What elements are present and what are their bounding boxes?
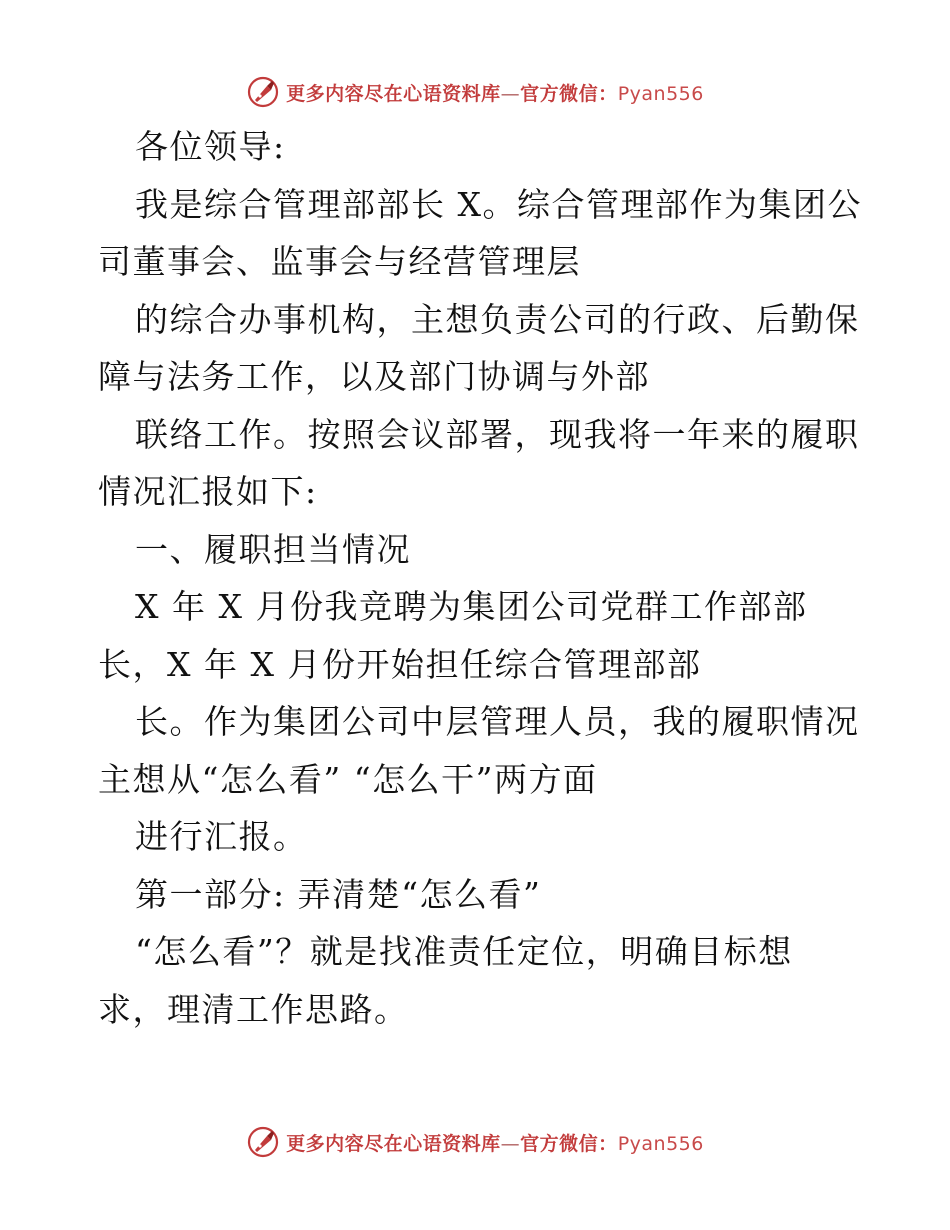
text-line: 障与法务工作，以及部门协调与外部 (98, 357, 650, 396)
text-line: 长，X 年 X 月份开始担任综合管理部部 (98, 644, 702, 684)
text-line: 求，理清工作思路。 (98, 989, 409, 1029)
text-line: 第一部分: 弄清楚“怎么看” (135, 874, 542, 914)
footer-watermark (0, 1122, 950, 1162)
text-line: 情况汇报如下: (98, 472, 318, 511)
text-line: 我是综合管理部部长 X。综合管理部作为集团公 (135, 184, 862, 224)
watermark-text (286, 1129, 704, 1156)
watermark-separator: — (500, 82, 521, 105)
watermark-wechat-id: Pyan556 (617, 1132, 704, 1155)
watermark-wechat-id: Pyan556 (617, 82, 704, 105)
text-line: 一、履职担当情况 (135, 529, 411, 569)
text-line: 联络工作。按照会议部署，现我将一年来的履职 (135, 414, 860, 454)
text-line: 的综合办事机构，主想负责公司的行政、后勤保 (135, 299, 860, 339)
watermark-text (286, 79, 704, 106)
text-line: 进行汇报。 (135, 817, 308, 856)
watermark-label: 官方微信： (520, 1132, 618, 1155)
watermark-separator: — (500, 1132, 521, 1155)
watermark-main: 更多内容尽在心语资料库 (286, 82, 501, 105)
text-line: 主想从“怎么看” “怎么干”两方面 (98, 759, 598, 799)
document-body (98, 118, 862, 1038)
watermark-main: 更多内容尽在心语资料库 (286, 1132, 501, 1155)
text-line: X 年 X 月份我竞聘为集团公司党群工作部部 (135, 587, 808, 626)
pen-nib-logo-icon (246, 75, 280, 109)
header-watermark (0, 72, 950, 112)
text-line: 司董事会、监事会与经营管理层 (98, 242, 581, 281)
pen-nib-logo-icon (246, 1125, 280, 1159)
watermark-label: 官方微信： (520, 82, 618, 105)
text-line: “怎么看”？就是找准责任定位，明确目标想 (135, 932, 793, 971)
text-line: 长。作为集团公司中层管理人员，我的履职情况 (135, 702, 860, 741)
text-line: 各位领导: (135, 127, 286, 166)
